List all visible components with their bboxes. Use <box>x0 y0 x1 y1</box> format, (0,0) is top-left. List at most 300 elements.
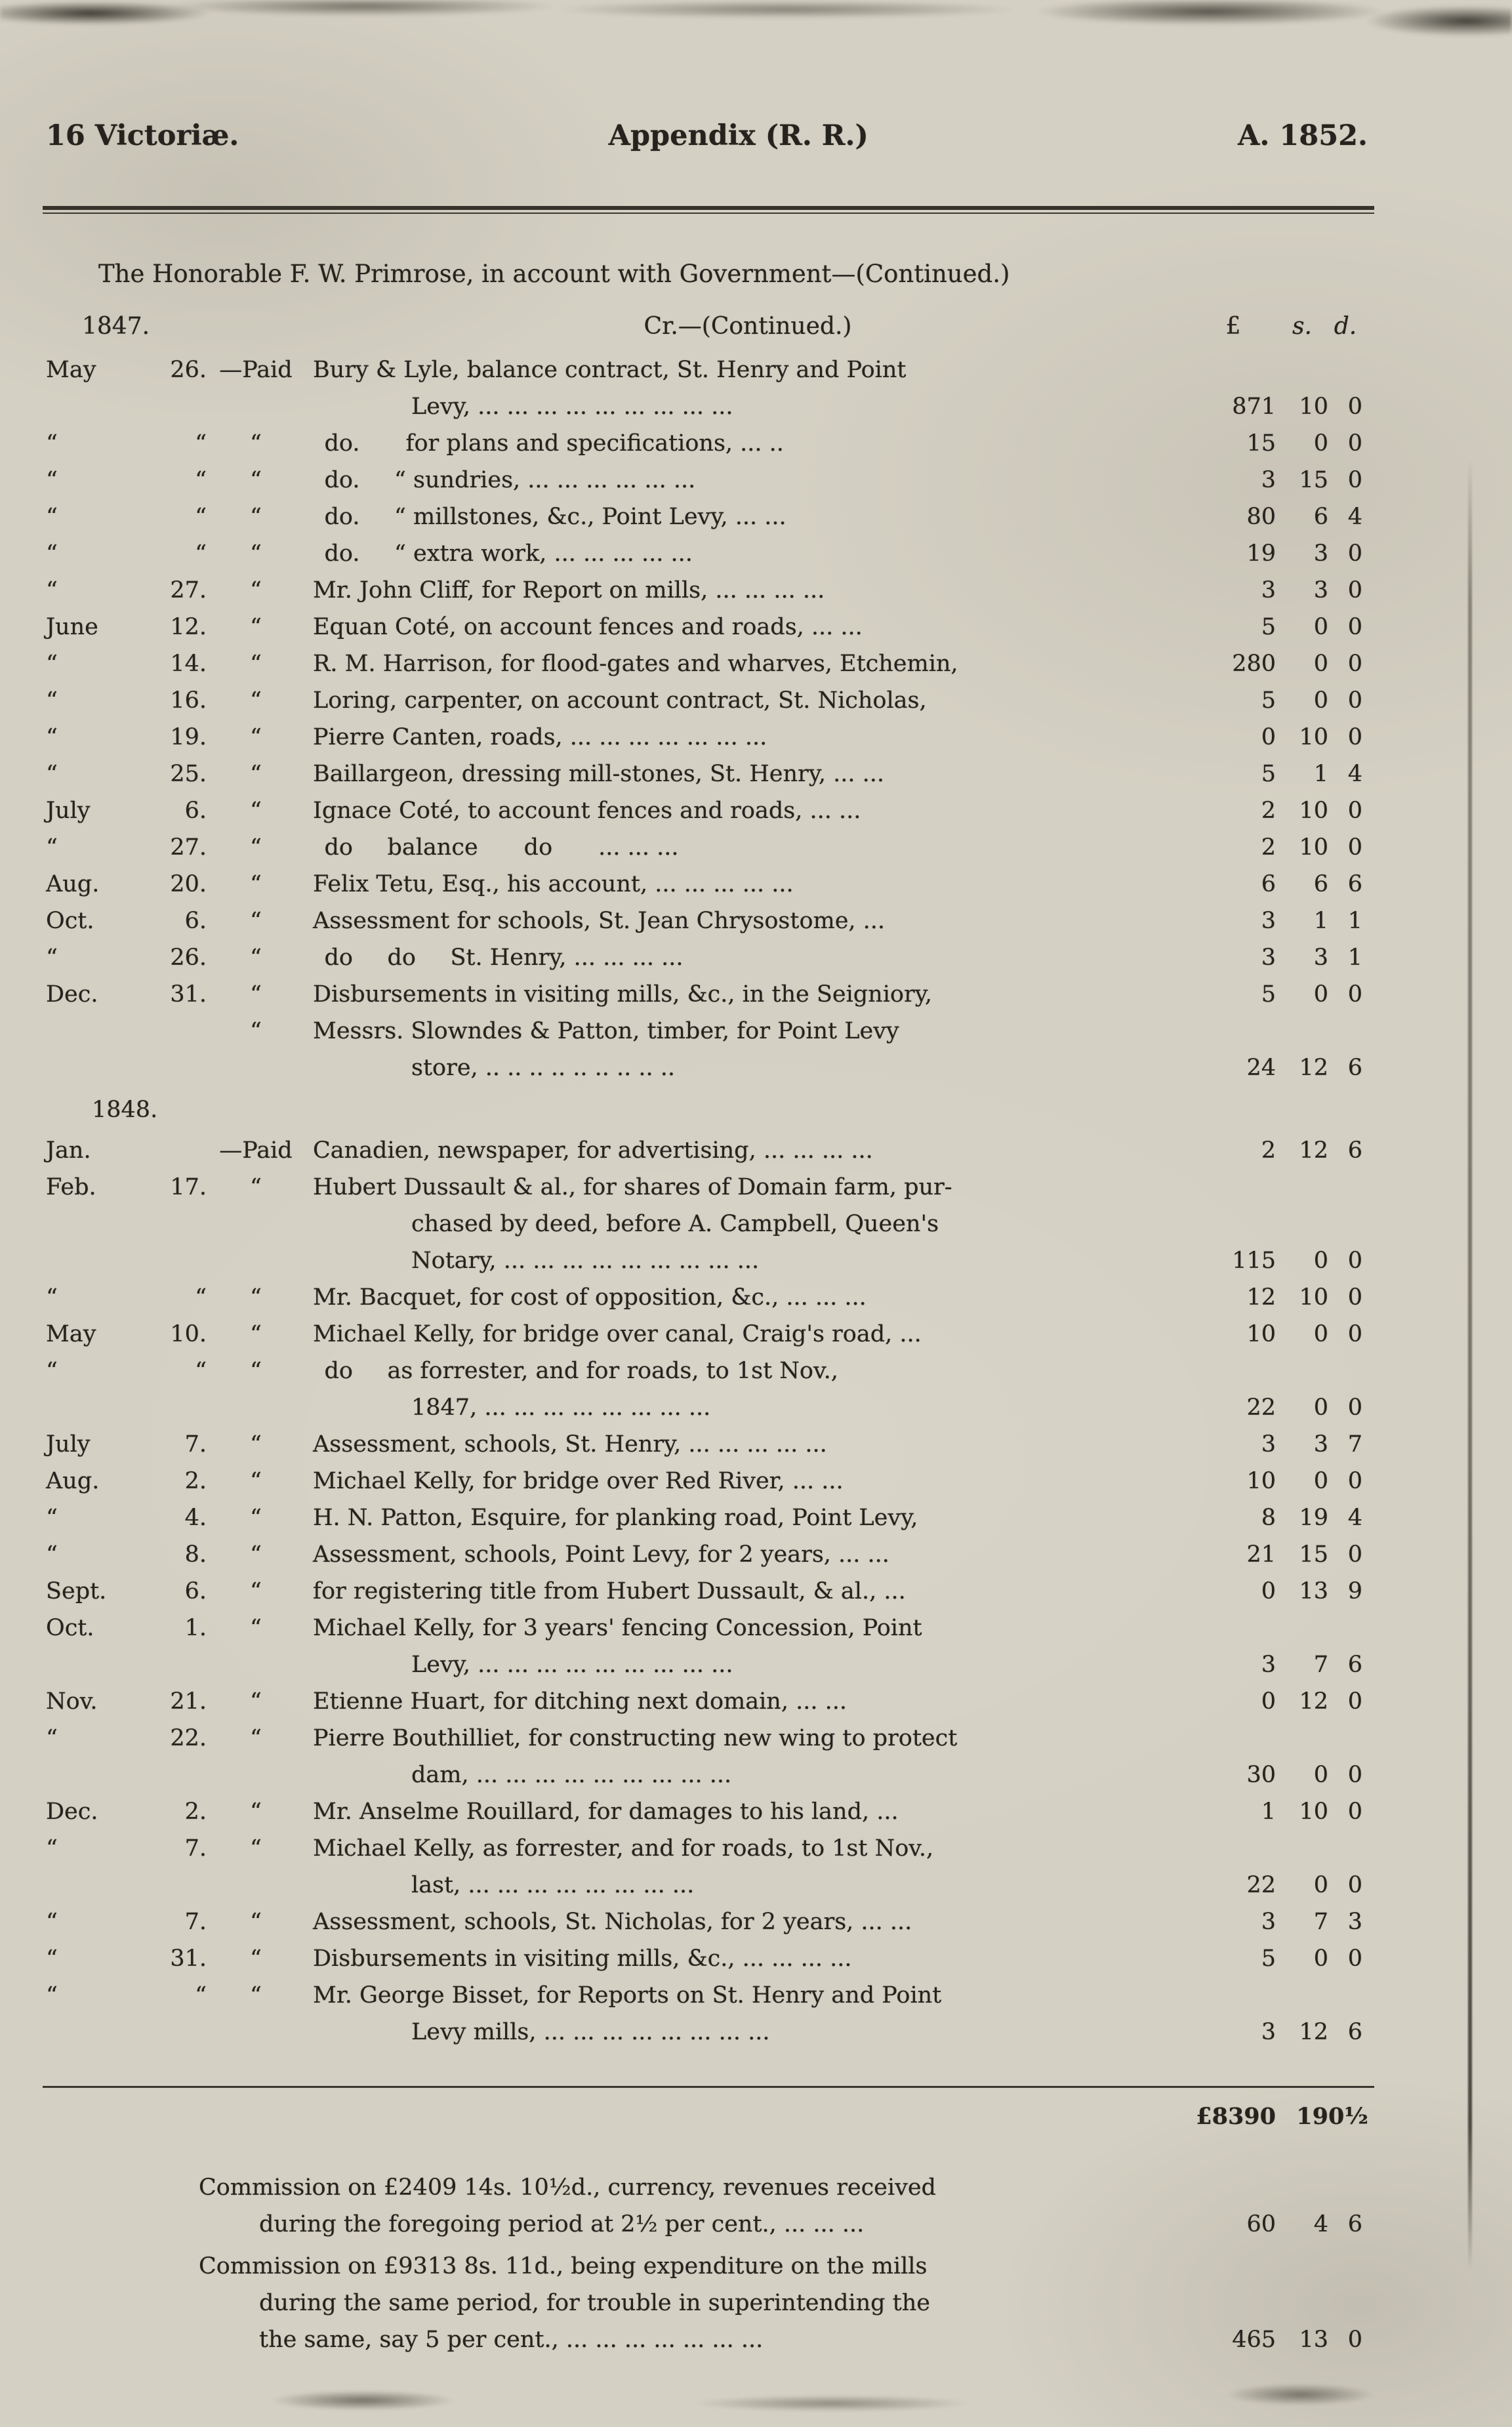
entry-shillings: 10 <box>1299 798 1328 824</box>
ledger-row <box>43 352 1374 425</box>
description-line: Bury & Lyle, balance contract, St. Henry and Point <box>313 357 907 383</box>
description-line: Ignace Coté, to account fences and roads, ... ... <box>313 798 861 824</box>
entry-month: “ <box>46 651 58 677</box>
entry-description <box>305 1499 1191 1536</box>
description-line: Levy, ... ... ... ... ... ... ... ... ... <box>411 1652 733 1678</box>
description-line: Mr. Bacquet, for cost of opposition, &c., ... ... ... <box>313 1284 867 1311</box>
description-line: Messrs. Slowndes & Patton, timber, for Point Levy <box>313 1018 899 1044</box>
entry-ditto-mark: “ <box>250 1835 262 1862</box>
entry-shillings: 3 <box>1313 577 1328 603</box>
entry-shillings: 0 <box>1313 981 1328 1008</box>
entry-description <box>305 866 1191 903</box>
entry-pounds: 0 <box>1261 724 1276 750</box>
entry-month: Dec. <box>46 981 98 1008</box>
entry-shillings: 0 <box>1313 1395 1328 1421</box>
entry-month: “ <box>46 577 58 603</box>
entry-ditto-mark: “ <box>250 614 262 640</box>
scan-artifact-right-line <box>1468 459 1472 2270</box>
ledger-row <box>43 1904 1374 1940</box>
ledger-row <box>43 572 1374 609</box>
description-line: Assessment for schools, St. Jean Chrysostome, ... <box>313 908 886 934</box>
description-line: do. “ sundries, ... ... ... ... ... ... <box>313 467 696 493</box>
entry-day: 26. <box>170 357 207 383</box>
entry-pounds: 3 <box>1261 467 1276 493</box>
description-line: Mr. John Cliff, for Report on mills, ... ... ... ... <box>313 577 825 603</box>
entry-day: 6. <box>184 908 207 934</box>
entry-pounds: 5 <box>1261 614 1276 640</box>
entry-pence: 3 <box>1347 1909 1362 1935</box>
entry-pounds: 2 <box>1261 1137 1276 1164</box>
entry-shillings: 12 <box>1299 1137 1328 1164</box>
entry-description <box>305 1793 1191 1830</box>
entry-ditto-mark: “ <box>250 945 262 971</box>
description-line: Michael Kelly, for 3 years' fencing Concession, Point <box>313 1615 922 1641</box>
entry-day: 1. <box>184 1615 207 1641</box>
description-line: Disbursements in visiting mills, &c., ... ... ... ... <box>313 1946 852 1972</box>
entry-description <box>305 352 1191 425</box>
commission-entries <box>43 2169 1374 2358</box>
total-row <box>43 2098 1374 2135</box>
entry-day: 26. <box>170 945 207 971</box>
entry-ditto-mark: “ <box>250 1018 262 1044</box>
entry-pence: 0 <box>1347 1248 1362 1274</box>
description-line: Pierre Canten, roads, ... ... ... ... ... ... ... <box>313 724 767 750</box>
entry-pounds: 3 <box>1261 908 1276 934</box>
ledger-row <box>43 425 1374 462</box>
entry-month: Aug. <box>46 1468 100 1494</box>
ledger-row <box>43 1940 1374 1977</box>
entry-shillings: 3 <box>1313 540 1328 567</box>
entry-ditto-mark: “ <box>250 871 262 897</box>
entry-month: July <box>46 798 91 824</box>
entry-description <box>305 1830 1191 1904</box>
ledger-row <box>43 1463 1374 1499</box>
entry-pounds: 5 <box>1261 761 1276 787</box>
entry-pence: 6 <box>1347 2019 1362 2045</box>
entry-shillings: 0 <box>1313 651 1328 677</box>
entry-day: 31. <box>170 1946 207 1972</box>
commission-pounds: 465 <box>1232 2327 1276 2353</box>
entry-ditto-mark: “ <box>250 1505 262 1531</box>
ledger-row <box>43 1683 1374 1720</box>
entry-month: “ <box>46 1982 58 2009</box>
entry-month: “ <box>46 504 58 530</box>
entry-shillings: 7 <box>1313 1652 1328 1678</box>
entry-day: 17. <box>170 1174 207 1200</box>
header-volume: 16 Victoriæ. <box>46 119 239 152</box>
entry-ditto-mark: “ <box>250 724 262 750</box>
entry-day: 31. <box>170 981 207 1008</box>
description-line: Felix Tetu, Esq., his account, ... ... ... ... ... <box>313 871 794 897</box>
entry-pounds: 5 <box>1261 1946 1276 1972</box>
entry-shillings: 0 <box>1313 687 1328 714</box>
ledger-row <box>43 609 1374 645</box>
ledger-row <box>43 535 1374 572</box>
entry-pence: 0 <box>1347 1541 1362 1568</box>
entry-day: 2. <box>184 1799 207 1825</box>
entry-pence: 0 <box>1347 651 1362 677</box>
entry-month: May <box>46 357 96 383</box>
entry-pence: 4 <box>1347 761 1362 787</box>
entry-pounds: 5 <box>1261 687 1276 714</box>
commission-text <box>43 2169 1191 2243</box>
entry-description <box>305 535 1191 572</box>
entry-shillings: 7 <box>1313 1909 1328 1935</box>
entry-month: June <box>46 614 98 640</box>
entry-month: “ <box>46 467 58 493</box>
total-pounds: £8390 <box>1196 2103 1276 2130</box>
entry-month: Dec. <box>46 1799 98 1825</box>
ledger-row <box>43 903 1374 939</box>
entry-month: “ <box>46 1946 58 1972</box>
description-line: last, ... ... ... ... ... ... ... ... <box>411 1872 695 1898</box>
description-line: Canadien, newspaper, for advertising, ... ... ... ... <box>313 1137 873 1164</box>
entry-month: “ <box>46 1284 58 1311</box>
entry-ditto-mark: —Paid <box>219 357 293 383</box>
entry-description <box>305 1904 1191 1940</box>
entry-day: 14. <box>170 651 207 677</box>
entry-month: “ <box>46 834 58 861</box>
entry-ditto-mark: “ <box>250 1284 262 1311</box>
entry-shillings: 15 <box>1299 467 1328 493</box>
description-line: R. M. Harrison, for flood-gates and wharves, Etchemin, <box>313 651 958 677</box>
entry-pounds: 6 <box>1261 871 1276 897</box>
entry-shillings: 12 <box>1299 2019 1328 2045</box>
entry-day: 20. <box>170 871 207 897</box>
entry-pounds: 19 <box>1246 540 1276 567</box>
description-line: during the same period, for trouble in superintending the <box>259 2290 930 2316</box>
description-line: Levy, ... ... ... ... ... ... ... ... ... <box>411 394 733 420</box>
description-line: H. N. Patton, Esquire, for planking road, Point Levy, <box>313 1505 918 1531</box>
description-line: Loring, carpenter, on account contract, St. Nicholas, <box>313 687 927 714</box>
entry-day: “ <box>195 540 207 567</box>
account-title: The Honorable F. W. Primrose, in account with Government—(Continued.) <box>98 260 1010 288</box>
entry-pence: 0 <box>1347 614 1362 640</box>
entry-pounds: 3 <box>1261 1431 1276 1458</box>
ledger-row <box>43 1499 1374 1536</box>
description-line: for registering title from Hubert Dussault, & al., ... <box>313 1578 906 1604</box>
description-line: do balance do ... ... ... <box>313 834 679 861</box>
entry-day: 2. <box>184 1468 207 1494</box>
entry-pence: 0 <box>1347 430 1362 457</box>
entry-pence: 6 <box>1347 1137 1362 1164</box>
description-line: Assessment, schools, St. Nicholas, for 2 years, ... ... <box>313 1909 912 1935</box>
ledger-row <box>43 792 1374 829</box>
entry-description <box>305 1610 1191 1683</box>
entry-day: 19. <box>170 724 207 750</box>
entry-shillings: 0 <box>1313 1946 1328 1972</box>
entry-day: 6. <box>184 1578 207 1604</box>
entry-pounds: 280 <box>1232 651 1276 677</box>
entry-day: 10. <box>170 1321 207 1347</box>
entry-month: “ <box>46 1909 58 1935</box>
entry-pounds: 24 <box>1246 1055 1276 1081</box>
description-line: Michael Kelly, as forrester, and for roads, to 1st Nov., <box>313 1835 934 1862</box>
total-shillings: 19 <box>1296 2103 1328 2130</box>
entry-month: “ <box>46 1835 58 1862</box>
entry-day: “ <box>195 430 207 457</box>
entry-description <box>305 572 1191 609</box>
entry-pence: 9 <box>1347 1578 1362 1604</box>
entry-day: 21. <box>170 1688 207 1715</box>
description-line: 1847, ... ... ... ... ... ... ... ... <box>411 1395 711 1421</box>
entry-shillings: 0 <box>1313 1872 1328 1898</box>
entry-ditto-mark: “ <box>250 834 262 861</box>
entry-shillings: 3 <box>1313 1431 1328 1458</box>
entry-pence: 0 <box>1347 467 1362 493</box>
entry-pence: 0 <box>1347 687 1362 714</box>
ledger-row <box>43 866 1374 903</box>
total-rule <box>43 2086 1374 2088</box>
description-line: Baillargeon, dressing mill-stones, St. Henry, ... ... <box>313 761 885 787</box>
entry-shillings: 1 <box>1313 761 1328 787</box>
ledger-row <box>43 1013 1374 1086</box>
entry-pence: 0 <box>1347 1284 1362 1311</box>
entry-shillings: 0 <box>1313 430 1328 457</box>
commission-pence: 6 <box>1347 2211 1362 2237</box>
entry-pounds: 0 <box>1261 1688 1276 1715</box>
entry-shillings: 10 <box>1299 834 1328 861</box>
entry-month: May <box>46 1321 96 1347</box>
ledger-row <box>43 939 1374 976</box>
description-line: Pierre Bouthilliet, for constructing new wing to protect <box>313 1725 958 1751</box>
entry-pence: 0 <box>1347 724 1362 750</box>
entry-day: 7. <box>184 1431 207 1458</box>
ledger-row <box>43 1426 1374 1463</box>
entry-month: Oct. <box>46 908 94 934</box>
entry-day: 12. <box>170 614 207 640</box>
entry-shillings: 10 <box>1299 394 1328 420</box>
description-line: Levy mills, ... ... ... ... ... ... ... ... <box>411 2019 770 2045</box>
entry-ditto-mark: “ <box>250 1615 262 1641</box>
entry-pounds: 3 <box>1261 577 1276 603</box>
entry-shillings: 0 <box>1313 1321 1328 1347</box>
commission-pence: 0 <box>1347 2327 1362 2353</box>
entry-pounds: 8 <box>1261 1505 1276 1531</box>
entry-description <box>305 1977 1191 2050</box>
entry-shillings: 6 <box>1313 504 1328 530</box>
entry-month: “ <box>46 1725 58 1751</box>
entry-ditto-mark: “ <box>250 761 262 787</box>
ledger-entries-1848 <box>43 1132 1374 2050</box>
description-line: do as forrester, and for roads, to 1st Nov., <box>313 1358 838 1384</box>
entry-month: “ <box>46 945 58 971</box>
entry-pounds: 30 <box>1246 1762 1276 1788</box>
entry-ditto-mark: “ <box>250 687 262 714</box>
description-line: Notary, ... ... ... ... ... ... ... ... ... <box>411 1248 760 1274</box>
description-line: Mr. George Bisset, for Reports on St. Henry and Point <box>313 1982 942 2009</box>
entry-ditto-mark: “ <box>250 1431 262 1458</box>
commission-shillings: 13 <box>1299 2327 1328 2353</box>
entry-description <box>305 1353 1191 1426</box>
year-label-1847: 1847. <box>82 313 150 340</box>
entry-ditto-mark: “ <box>250 1358 262 1384</box>
entry-pence: 4 <box>1347 1505 1362 1531</box>
entry-shillings: 13 <box>1299 1578 1328 1604</box>
entry-ditto-mark: “ <box>250 1468 262 1494</box>
description-line: Commission on £2409 14s. 10½d., currency, revenues received <box>199 2174 936 2201</box>
entry-day: “ <box>195 1284 207 1311</box>
entry-pence: 0 <box>1347 577 1362 603</box>
entry-month: “ <box>46 724 58 750</box>
entry-pence: 0 <box>1347 981 1362 1008</box>
entry-ditto-mark: “ <box>250 1909 262 1935</box>
entry-pence: 6 <box>1347 871 1362 897</box>
entry-day: 25. <box>170 761 207 787</box>
entry-ditto-mark: “ <box>250 1541 262 1568</box>
description-line: Hubert Dussault & al., for shares of Domain farm, pur- <box>313 1174 952 1200</box>
ledger-row <box>43 1132 1374 1169</box>
entry-ditto-mark: “ <box>250 1799 262 1825</box>
entry-shillings: 10 <box>1299 1799 1328 1825</box>
entry-day: 8. <box>184 1541 207 1568</box>
commission-pounds: 60 <box>1246 2211 1276 2237</box>
column-header-row <box>43 308 1374 345</box>
ledger-row <box>43 1279 1374 1316</box>
entry-pounds: 15 <box>1246 430 1276 457</box>
entry-description <box>305 719 1191 756</box>
entry-pence: 1 <box>1347 945 1362 971</box>
entry-month: “ <box>46 1358 58 1384</box>
entry-month: “ <box>46 1505 58 1531</box>
description-line: Disbursements in visiting mills, &c., in the Seigniory, <box>313 981 932 1008</box>
entry-pence: 0 <box>1347 1321 1362 1347</box>
entry-pounds: 22 <box>1246 1395 1276 1421</box>
entry-pence: 0 <box>1347 1872 1362 1898</box>
description-line: the same, say 5 per cent., ... ... ... ... ... ... ... <box>259 2327 764 2353</box>
entry-day: “ <box>195 467 207 493</box>
ledger-row <box>43 719 1374 756</box>
entry-shillings: 19 <box>1299 1505 1328 1531</box>
description-line: Michael Kelly, for bridge over canal, Craig's road, ... <box>313 1321 922 1347</box>
entry-pounds: 2 <box>1261 834 1276 861</box>
entry-pounds: 871 <box>1232 394 1276 420</box>
entry-pounds: 3 <box>1261 1909 1276 1935</box>
entry-shillings: 1 <box>1313 908 1328 934</box>
entry-description <box>305 829 1191 866</box>
entry-ditto-mark: “ <box>250 504 262 530</box>
entry-description <box>305 1720 1191 1793</box>
entry-pence: 4 <box>1347 504 1362 530</box>
entry-month: Feb. <box>46 1174 96 1200</box>
entry-day: 4. <box>184 1505 207 1531</box>
entry-pounds: 12 <box>1246 1284 1276 1311</box>
entry-pence: 0 <box>1347 1762 1362 1788</box>
entry-shillings: 6 <box>1313 871 1328 897</box>
entry-description <box>305 425 1191 462</box>
entry-pounds: 22 <box>1246 1872 1276 1898</box>
entry-day: “ <box>195 1358 207 1384</box>
description-line: Assessment, schools, Point Levy, for 2 years, ... ... <box>313 1541 889 1568</box>
entry-day: 16. <box>170 687 207 714</box>
entry-shillings: 12 <box>1299 1055 1328 1081</box>
entry-month: Nov. <box>46 1688 98 1715</box>
ledger-row <box>43 1316 1374 1353</box>
ledger-row <box>43 756 1374 792</box>
entry-shillings: 12 <box>1299 1688 1328 1715</box>
description-line: Mr. Anselme Rouillard, for damages to his land, ... <box>313 1799 899 1825</box>
entry-description <box>305 756 1191 792</box>
scan-artifact-bottom <box>0 2368 1512 2427</box>
entry-pence: 1 <box>1347 908 1362 934</box>
ledger-row <box>43 1720 1374 1793</box>
entry-day: 22. <box>170 1725 207 1751</box>
ledger-row <box>43 829 1374 866</box>
description-line: dam, ... ... ... ... ... ... ... ... ... <box>411 1762 732 1788</box>
entry-description <box>305 1132 1191 1169</box>
entry-description <box>305 1536 1191 1573</box>
entry-description <box>305 1463 1191 1499</box>
entry-pence: 0 <box>1347 540 1362 567</box>
entry-shillings: 0 <box>1313 614 1328 640</box>
entry-day: 6. <box>184 798 207 824</box>
entry-description <box>305 976 1191 1013</box>
entry-ditto-mark: “ <box>250 467 262 493</box>
entry-ditto-mark: —Paid <box>219 1137 293 1164</box>
entry-pounds: 115 <box>1232 1248 1276 1274</box>
ledger-row <box>43 1793 1374 1830</box>
entry-ditto-mark: “ <box>250 1725 262 1751</box>
entry-shillings: 0 <box>1313 1468 1328 1494</box>
description-line: Etienne Huart, for ditching next domain, ... ... <box>313 1688 847 1715</box>
entry-month: Jan. <box>46 1137 91 1164</box>
entry-ditto-mark: “ <box>250 908 262 934</box>
ledger-row <box>43 645 1374 682</box>
entry-pence: 0 <box>1347 1468 1362 1494</box>
entry-shillings: 0 <box>1313 1248 1328 1274</box>
entry-month: July <box>46 1431 91 1458</box>
entry-shillings: 10 <box>1299 1284 1328 1311</box>
entry-description <box>305 499 1191 535</box>
entry-day: 7. <box>184 1835 207 1862</box>
credit-continued-label: Cr.—(Continued.) <box>644 313 852 340</box>
entry-description <box>305 1169 1191 1279</box>
header-year: A. 1852. <box>1238 119 1368 152</box>
description-line: Equan Coté, on account fences and roads, ... ... <box>313 614 863 640</box>
entry-description <box>305 609 1191 645</box>
ledger-row <box>43 1610 1374 1683</box>
description-line: do. “ millstones, &c., Point Levy, ... ... <box>313 504 787 530</box>
entry-month: “ <box>46 687 58 714</box>
entry-description <box>305 462 1191 499</box>
ledger-entries-1847 <box>43 352 1374 1086</box>
description-line: Michael Kelly, for bridge over Red River, ... ... <box>313 1468 844 1494</box>
ledger-row <box>43 976 1374 1013</box>
entry-shillings: 0 <box>1313 1762 1328 1788</box>
entry-description <box>305 1279 1191 1316</box>
entry-description <box>305 792 1191 829</box>
entry-pence: 0 <box>1347 834 1362 861</box>
commission-row <box>43 2248 1374 2358</box>
entry-day: 27. <box>170 577 207 603</box>
entry-day: “ <box>195 1982 207 2009</box>
entry-month: Oct. <box>46 1615 94 1641</box>
entry-month: Aug. <box>46 871 100 897</box>
entry-description <box>305 682 1191 719</box>
entry-pounds: 5 <box>1261 981 1276 1008</box>
entry-month: “ <box>46 1541 58 1568</box>
description-line: chased by deed, before A. Campbell, Queen's <box>411 1211 939 1237</box>
entry-description <box>305 939 1191 976</box>
entry-month: “ <box>46 761 58 787</box>
commission-shillings: 4 <box>1313 2211 1328 2237</box>
entry-pounds: 21 <box>1246 1541 1276 1568</box>
header-appendix-title: Appendix (R. R.) <box>608 119 868 152</box>
entry-description <box>305 1426 1191 1463</box>
entry-pence: 0 <box>1347 1395 1362 1421</box>
entry-shillings: 10 <box>1299 724 1328 750</box>
ledger-row <box>43 1977 1374 2050</box>
